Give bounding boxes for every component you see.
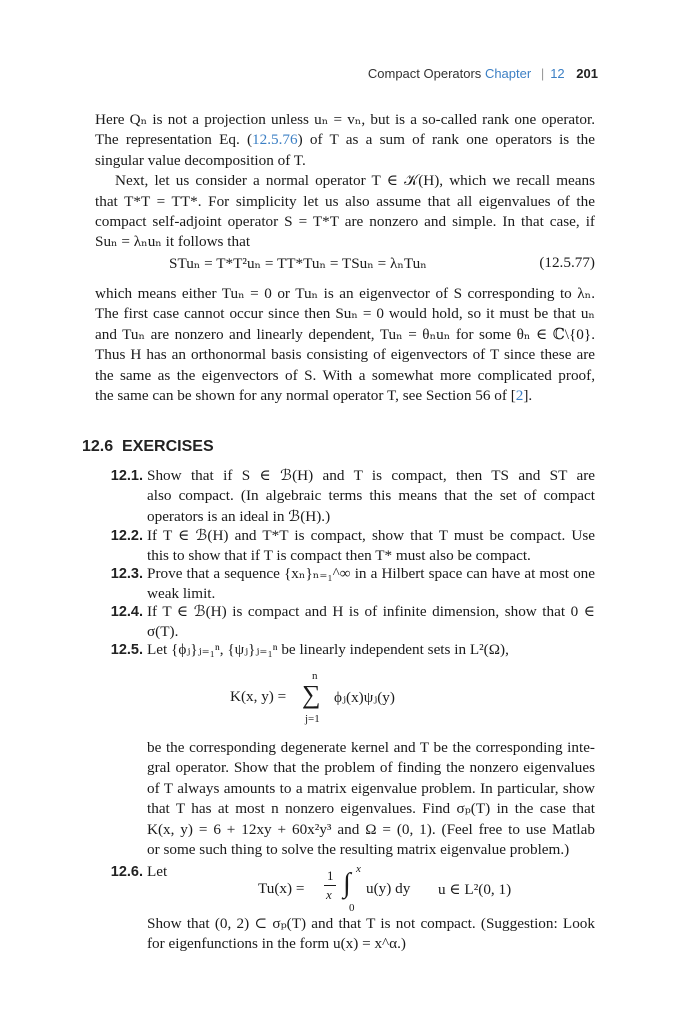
exercise-number: 12.1. [110,468,143,484]
operator-lhs: Tu(x) = [258,880,305,897]
integral-lower-limit: 0 [349,902,355,914]
intro-paragraph [95,110,595,253]
equation-tag: (12.5.77) [539,254,595,271]
header-separator: | [540,66,545,81]
exercise-number: 12.3. [110,566,143,582]
exercise-number: 12.2. [110,528,143,544]
exercise-number: 12.4. [110,604,143,620]
exercise-12-2 [147,526,595,567]
exercise-number: 12.5. [110,642,143,658]
header-chapter-label: Chapter [484,66,532,81]
fraction-bar [324,885,336,886]
integrand: u(y) dy [366,880,411,897]
intro-line: Next, let us consider a normal operator T ∈ 𝒦(H), which we recall means [115,172,595,190]
exercise-line: Let [147,863,168,880]
body-line: the same can be shown for any normal operator T, see Section 56 of [2]. [95,387,533,405]
exercise-line: or some such thing to solve the resulting matrix eigenvalue problem.) [147,841,570,859]
exercise-line: If T ∈ ℬ(H) and T*T is compact, show that T must be compact. Use [147,527,595,544]
header-title: Compact Operators [367,66,482,81]
exercise-12-6-body [147,914,595,955]
exercise-line: be the corresponding degenerate kernel and T be the corresponding inte- [147,739,595,756]
integral-upper-limit: x [356,863,361,875]
intro-line: singular value decomposition of T. [95,151,306,169]
kernel-equation-rhs: ϕⱼ(x)ψⱼ(y) [334,689,395,706]
exercise-line: that T has at most n nonzero eigenvalues. Find σₚ(T) in the case that [147,800,595,818]
intro-line: that T*T = TT*. For simplicity let us also assume that all eigenvalues of the [95,192,595,210]
section-heading [82,438,214,456]
running-header [368,66,598,81]
integral-sign: ∫ [343,868,351,899]
exercise-number: 12.6. [110,864,143,880]
body-line: Thus H has an orthonormal basis consisting of eigenvectors of T since these are [95,346,595,364]
fraction-numerator: 1 [327,868,334,883]
exercise-12-3 [147,564,595,605]
equation-reference-link[interactable]: 12.5.76 [252,131,298,149]
body-line: The first case cannot occur since then Suₙ = 0 would hold, so it must be that uₙ [95,305,595,323]
exercise-line: of T always amounts to a matrix eigenvalue problem. In particular, show [147,779,595,797]
exercise-12-5-body [147,738,595,860]
kernel-equation-lhs: K(x, y) = [230,688,287,705]
summation-sign: ∑ [302,680,321,709]
exercise-line: for eigenfunctions in the form u(x) = x^α.) [147,935,406,953]
exercise-line: Let {ϕⱼ}ⱼ₌₁ⁿ, {ψⱼ}ⱼ₌₁ⁿ be linearly independent sets in L²(Ω), [147,641,509,658]
page-number: 201 [576,66,598,81]
exercise-line: Prove that a sequence {xₙ}ₙ₌₁^∞ in a Hilbert space can have at most one [147,565,595,582]
after-equation-paragraph [95,284,595,406]
exercise-line: K(x, y) = 6 + 12xy + 60x²y³ and Ω = (0, 1). (Feel free to use Matlab [147,820,595,838]
exercise-12-5-intro [147,640,595,660]
section-number: 12.6 [82,438,114,455]
header-chapter-number: 12 [550,66,565,81]
body-line: the same as the eigenvectors of S. With a somewhat more complicated proof, [95,366,595,384]
exercise-12-4 [147,602,595,643]
equation-body: STuₙ = T*T²uₙ = TT*Tuₙ = TSuₙ = λₙTuₙ [169,255,427,272]
exercise-line: Show that if S ∈ ℬ(H) and T is compact, then TS and ST are [147,467,595,484]
exercise-line: σ(T). [147,623,179,641]
intro-line: compact self-adjoint operator S = T*T are nonzero and simple. In that case, if [95,213,595,231]
intro-line: Here Qₙ is not a projection unless uₙ = vₙ, but is a so-called rank one operator. [95,111,595,128]
exercise-line: this to show that if T is compact then T* must also be compact. [147,547,531,565]
exercise-line: operators is an ideal in ℬ(H).) [147,507,331,525]
operator-domain: u ∈ L²(0, 1) [438,881,512,898]
section-title: EXERCISES [122,438,214,455]
exercise-line: If T ∈ ℬ(H) is compact and H is of infinite dimension, show that 0 ∈ [147,603,595,620]
exercise-line: gral operator. Show that the problem of finding the nonzero eigenvalues [147,759,595,777]
exercise-line: Show that (0, 2) ⊂ σₚ(T) and that T is not compact. (Suggestion: Look [147,915,595,932]
sum-lower-limit: j=1 [305,713,320,725]
exercise-line: weak limit. [147,585,216,603]
body-line: and Tuₙ are nonzero and linearly dependent, Tuₙ = θₙuₙ for some θₙ ∈ ℂ\{0}. [95,325,595,343]
fraction-denominator: x [326,887,332,902]
citation-link[interactable]: 2 [515,387,524,405]
exercise-line: also compact. (In algebraic terms this means that the set of compact [147,487,595,505]
exercise-12-1 [147,466,595,527]
body-line: which means either Tuₙ = 0 or Tuₙ is an eigenvector of S corresponding to λₙ. [95,285,595,302]
sum-upper-limit: n [312,670,318,682]
intro-line: Suₙ = λₙuₙ it follows that [95,233,251,251]
intro-line: The representation Eq. (12.5.76) of T as a sum of rank one operators is the [95,131,595,149]
